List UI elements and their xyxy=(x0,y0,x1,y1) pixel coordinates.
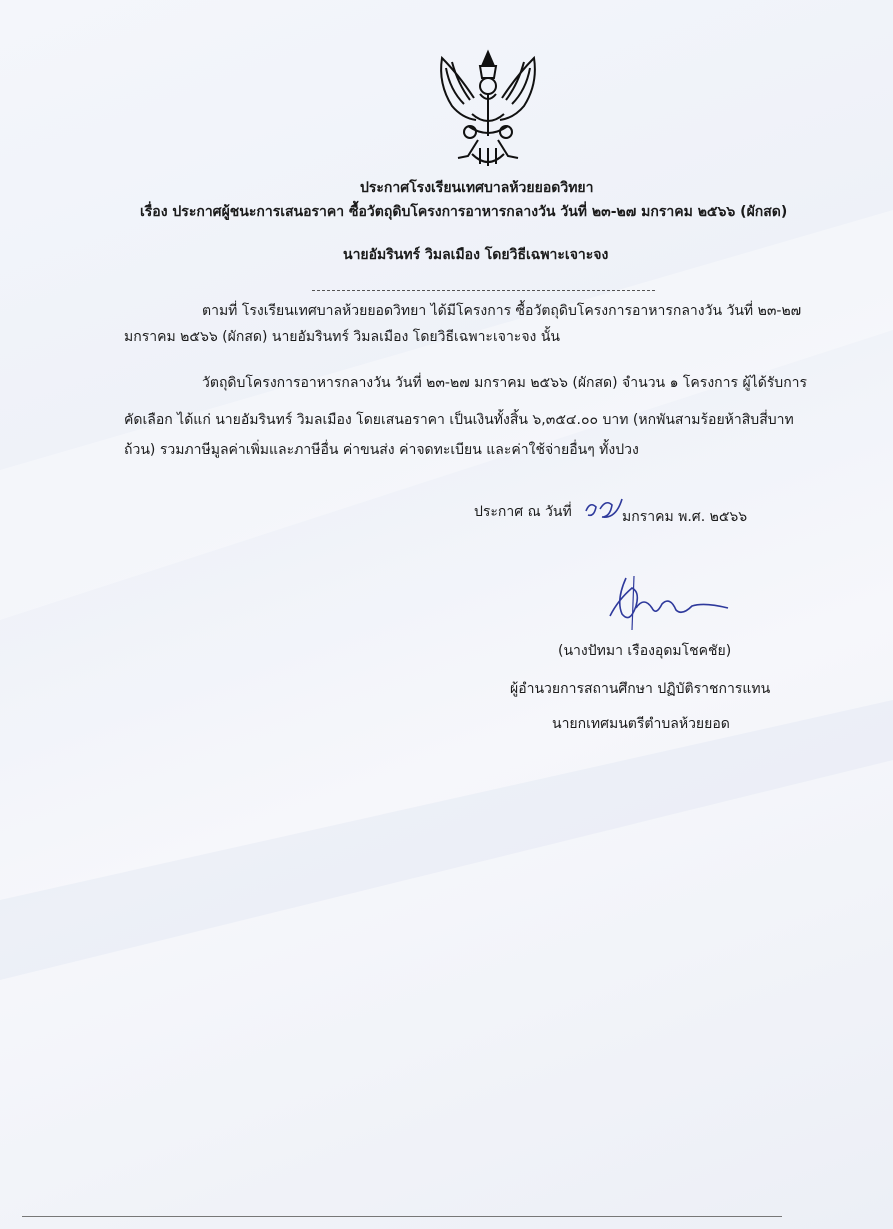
paragraph-1-line-1: ตามที่ โรงเรียนเทศบาลห้วยยอดวิทยา ได้มีโครงการ ซื้อวัตถุดิบโครงการอาหารกลางวัน วันที่ ๒๓-๒๗ xyxy=(202,303,802,319)
handwritten-signature xyxy=(596,570,736,640)
handwritten-day xyxy=(582,495,626,521)
scan-bottom-edge xyxy=(22,1216,782,1217)
paragraph-2-line-1: วัตถุดิบโครงการอาหารกลางวัน วันที่ ๒๓-๒๗ มกราคม ๒๕๖๖ (ผักสด) จำนวน ๑ โครงการ ผู้ได้รับการ xyxy=(202,375,808,391)
header-separator xyxy=(312,290,655,291)
subject-line-contractor: นายอัมรินทร์ วิมลเมือง โดยวิธีเฉพาะเจาะจง xyxy=(343,247,609,263)
signatory-position: ผู้อำนวยการสถานศึกษา ปฏิบัติราชการแทน xyxy=(510,681,771,697)
dateline-prefix: ประกาศ ณ วันที่ xyxy=(474,504,572,520)
subject-line: เรื่อง ประกาศผู้ชนะการเสนอราคา ซื้อวัตถุดิบโครงการอาหารกลางวัน วันที่ ๒๓-๒๗ มกราคม ๒๕๖๖ (ผักสด) xyxy=(140,204,788,220)
garuda-emblem-icon xyxy=(428,44,548,174)
announcement-title: ประกาศโรงเรียนเทศบาลห้วยยอดวิทยา xyxy=(360,180,594,196)
paragraph-1-line-2: มกราคม ๒๕๖๖ (ผักสด) นายอัมรินทร์ วิมลเมือง โดยวิธีเฉพาะเจาะจง นั้น xyxy=(124,329,560,345)
signatory-position-acting: นายกเทศมนตรีตำบลห้วยยอด xyxy=(552,716,730,732)
paragraph-2-line-2: คัดเลือก ได้แก่ นายอัมรินทร์ วิมลเมือง โดยเสนอราคา เป็นเงินทั้งสิ้น ๖,๓๕๔.๐๐ บาท (หกพันสามร้อยห้าสิบสี่บาท xyxy=(124,412,794,428)
paragraph-2-line-3: ถ้วน) รวมภาษีมูลค่าเพิ่มและภาษีอื่น ค่าขนส่ง ค่าจดทะเบียน และค่าใช้จ่ายอื่นๆ ทั้งปวง xyxy=(124,442,639,458)
signatory-name: (นางปัทมา เรืองอุดมโชคชัย) xyxy=(558,643,732,659)
dateline-suffix: มกราคม พ.ศ. ๒๕๖๖ xyxy=(622,509,748,525)
